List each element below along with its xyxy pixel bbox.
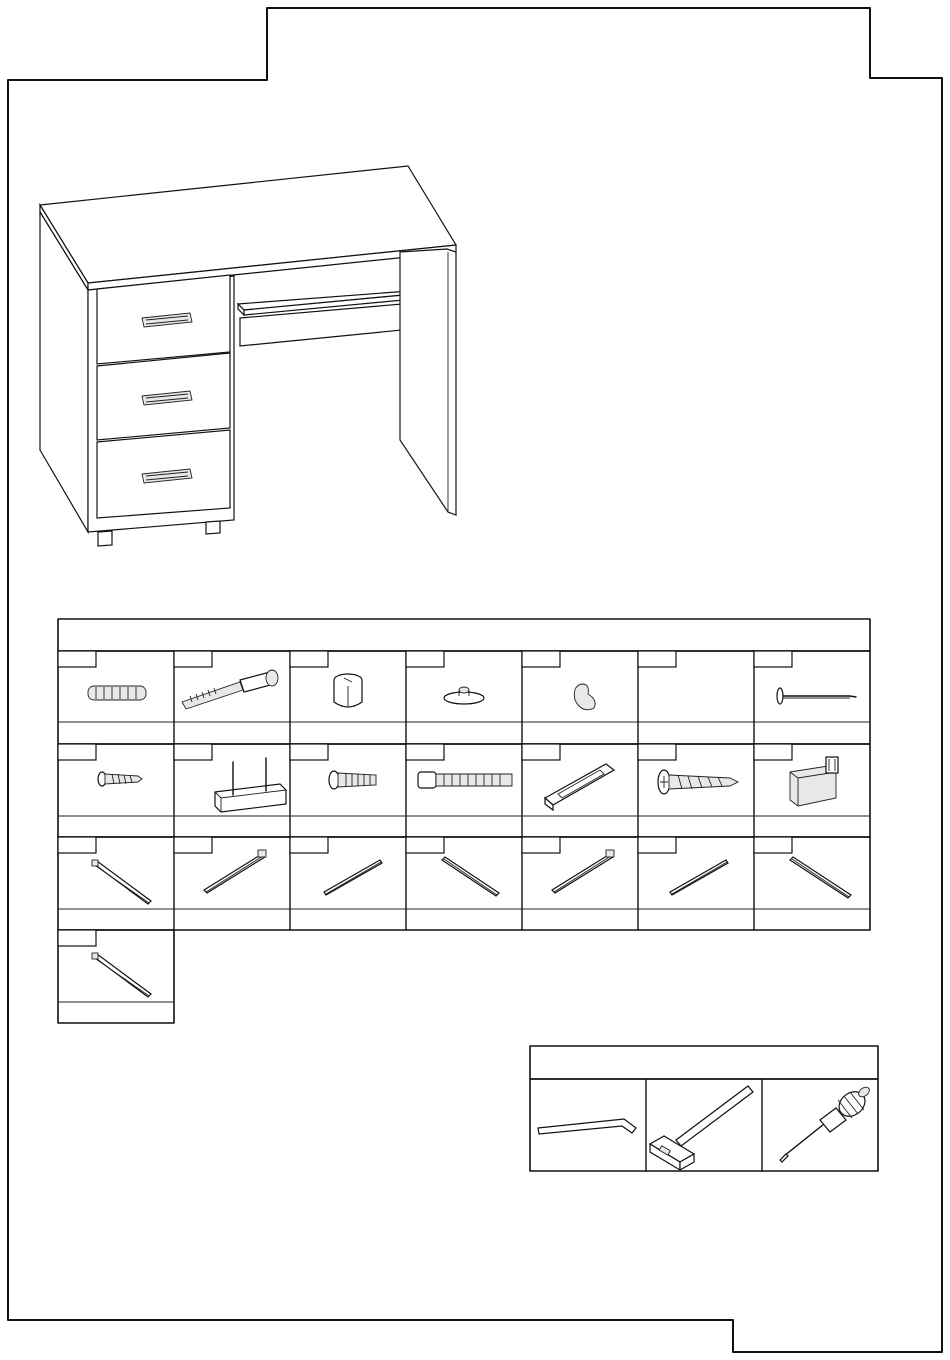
drawer-slide-icon [442, 857, 499, 896]
hammer-icon [650, 1086, 753, 1170]
plastic-foot-icon [790, 757, 838, 806]
cover-cap-icon [444, 687, 484, 704]
wood-screw-icon [658, 770, 738, 794]
tools-table [530, 1046, 878, 1171]
hardware-table-header-box [58, 619, 870, 651]
nail-icon [777, 688, 856, 704]
drawer-slide-icon [670, 860, 728, 895]
drawer-slide-icon [324, 860, 382, 895]
short-screw-icon [98, 772, 142, 786]
drawer-slide-icon [552, 850, 614, 893]
connecting-bolt-icon [182, 670, 278, 709]
hardware-row-1 [58, 651, 870, 744]
hardware-row-3 [58, 837, 870, 930]
cam-lock-icon [334, 674, 362, 707]
machine-screw-icon [329, 771, 376, 789]
long-bolt-icon [418, 772, 512, 788]
felt-pad-icon [574, 684, 595, 710]
drawer-slide-icon [204, 850, 266, 893]
drawer-handle-icon [545, 764, 614, 810]
hardware-table [58, 619, 870, 1023]
hardware-row-2 [58, 744, 870, 837]
wood-block-with-nails-icon [215, 758, 286, 812]
desk-illustration [40, 166, 456, 546]
drawer-slide-icon [790, 857, 851, 898]
hardware-row-4 [58, 930, 174, 1023]
wooden-dowel-icon [88, 686, 146, 700]
drawer-slide-icon [92, 860, 151, 904]
drawer-slide-icon [92, 953, 151, 997]
screwdriver-icon [780, 1085, 871, 1162]
allen-key-icon [538, 1119, 636, 1134]
